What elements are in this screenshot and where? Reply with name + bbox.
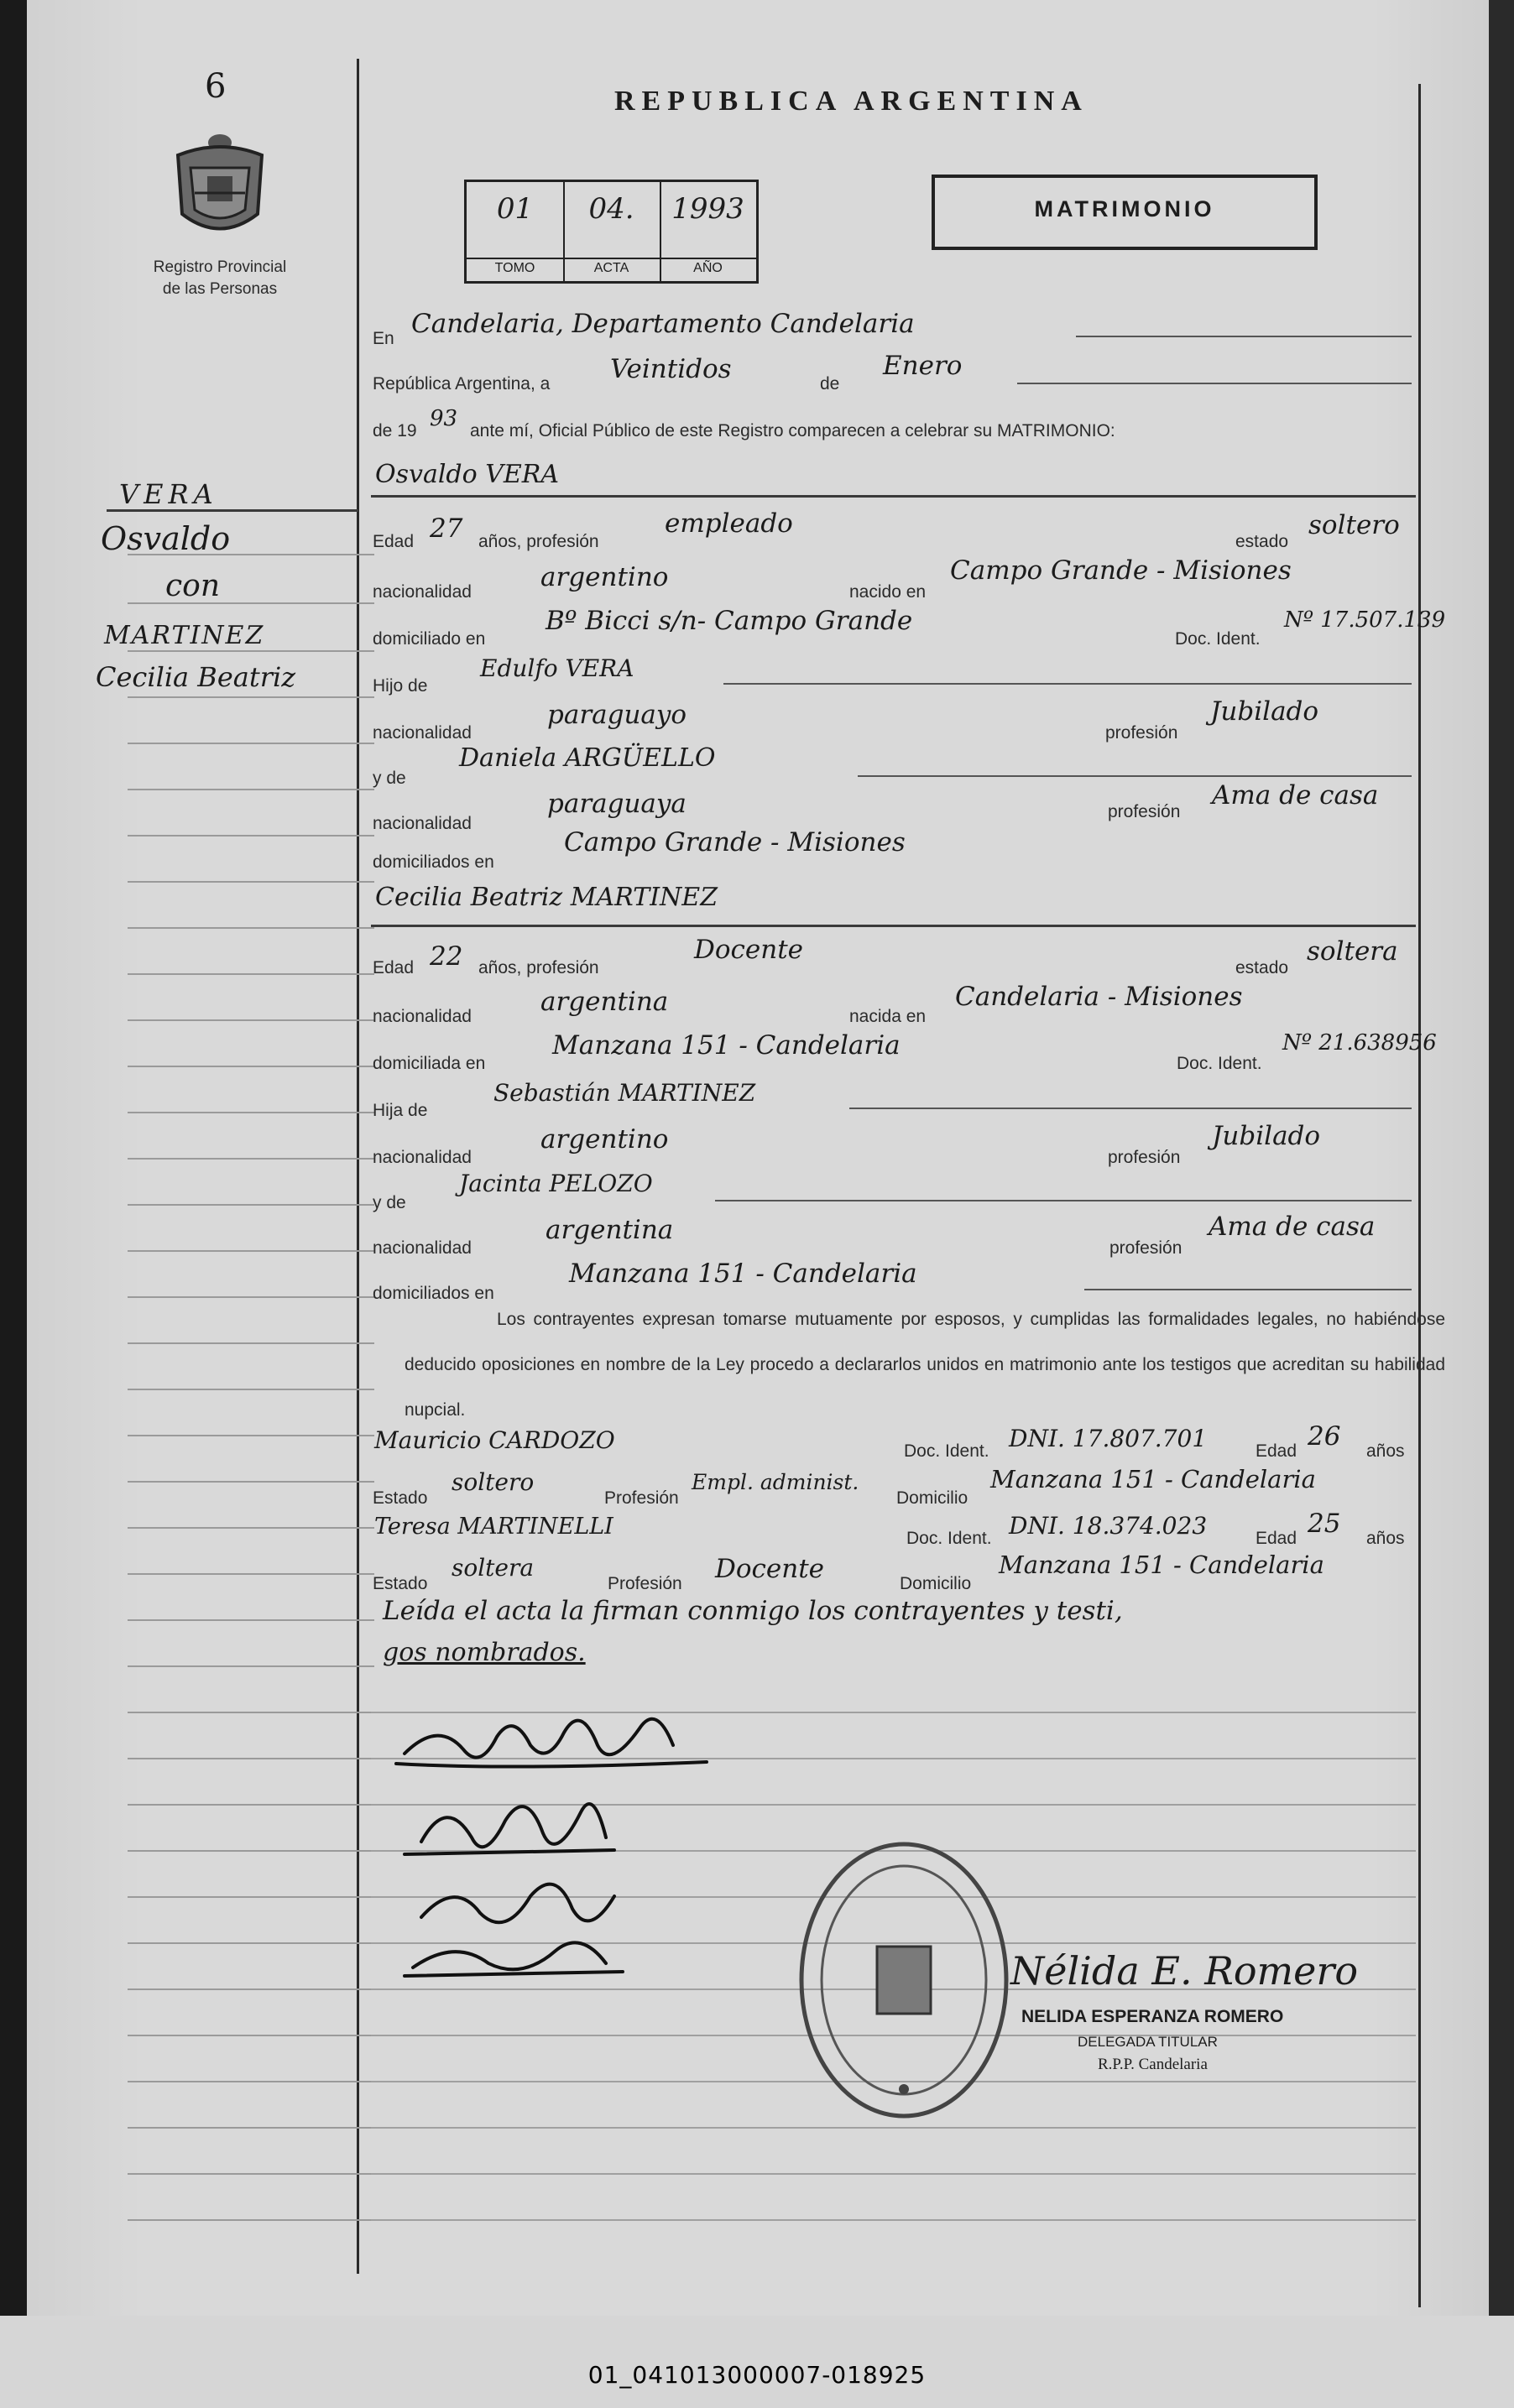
margin-line [128, 602, 374, 604]
groom-profesion: empleado [665, 508, 793, 539]
bride-nacido-en: Candelaria - Misiones [955, 982, 1243, 1012]
margin-line [128, 1250, 374, 1252]
bride-father: Sebastián MARTINEZ [493, 1079, 756, 1107]
margin-line [128, 1481, 374, 1483]
month: Enero [883, 351, 963, 381]
margin-line [128, 2081, 374, 2082]
witness1-profesion-label: Profesión [604, 1488, 679, 1508]
groom-mother-prof: Ama de casa [1212, 780, 1379, 810]
ano-cell [660, 182, 756, 281]
witness1-name: Mauricio CARDOZO [374, 1426, 615, 1454]
country-heading: REPUBLICA ARGENTINA [614, 86, 1089, 117]
witness2-domicilio: Manzana 151 - Candelaria [999, 1551, 1324, 1579]
margin-line [128, 1112, 374, 1113]
margin-note-con: con [165, 569, 221, 603]
witness2-estado-label: Estado [373, 1574, 428, 1593]
bride-dom-label: domiciliada en [373, 1054, 486, 1073]
margin-line [128, 881, 374, 883]
book-binding [0, 0, 27, 2408]
ano-label: AÑO [660, 258, 756, 276]
margin-line [128, 1619, 374, 1621]
section-separator [371, 495, 1416, 498]
bride-edad: 22 [430, 941, 463, 972]
margin-line [128, 2035, 374, 2036]
place: Candelaria, Departamento Candelaria [411, 309, 915, 339]
fill-line [715, 1200, 1412, 1201]
witness2-edad: 25 [1308, 1509, 1341, 1539]
section-separator [371, 925, 1416, 927]
witness1-edad: 26 [1308, 1421, 1341, 1452]
margin-line [128, 2219, 374, 2221]
groom-edad-label: Edad [373, 532, 415, 551]
groom-domicilio: Bº Bicci s/n- Campo Grande [546, 606, 913, 636]
margin-line [128, 1435, 374, 1436]
year-prefix: de 19 [373, 421, 417, 440]
margin-line [107, 509, 358, 512]
margin-line [128, 1896, 374, 1898]
margin-line [128, 1158, 374, 1160]
witness2-profesion: Docente [715, 1554, 824, 1584]
margin-line [128, 789, 374, 790]
witness1-domicilio: Manzana 151 - Candelaria [990, 1465, 1316, 1493]
witness1-edad-label: Edad [1256, 1441, 1297, 1461]
groom-doc-label: Doc. Ident. [1175, 629, 1261, 649]
margin-line [128, 927, 374, 929]
ruled-line [371, 2127, 1416, 2129]
en-label: En [373, 329, 394, 348]
bride-parents-dom-label: domiciliados en [373, 1284, 494, 1303]
groom-edad: 27 [430, 513, 463, 544]
groom-nacionalidad: argentino [540, 562, 669, 592]
official-office: R.P.P. Candelaria [1098, 2056, 1208, 2073]
witness1-doc: DNI. 17.807.701 [1009, 1425, 1208, 1452]
reference-box [464, 180, 759, 284]
witness2-profesion-label: Profesión [608, 1574, 682, 1593]
bride-mother-nac: argentina [546, 1215, 674, 1245]
tomo-cell [467, 182, 565, 281]
ruled-line [371, 2173, 1416, 2175]
groom-estado: soltero [1308, 510, 1400, 540]
fill-line [1076, 336, 1412, 337]
groom-nac-label: nacionalidad [373, 582, 472, 602]
bride-domicilio: Manzana 151 - Candelaria [552, 1030, 901, 1061]
witness2-doc: DNI. 18.374.023 [1009, 1512, 1208, 1540]
official-name: NELIDA ESPERANZA ROMERO [1021, 2007, 1284, 2026]
margin-line [128, 1204, 374, 1206]
page-number: 6 [205, 67, 227, 106]
witness1-estado: soltero [452, 1468, 535, 1496]
groom-father: Edulfo VERA [480, 654, 634, 682]
bride-father-prof-label: profesión [1108, 1148, 1181, 1167]
margin-note-bride-surname: MARTINEZ [104, 621, 265, 650]
witness1-domicilio-label: Domicilio [896, 1488, 968, 1508]
certificate-page [27, 0, 1489, 2316]
bride-mother-label: y de [373, 1193, 406, 1212]
registry-line-2: de las Personas [162, 280, 278, 298]
margin-line [128, 2173, 374, 2175]
closing-line-2: gos nombrados. [383, 1638, 586, 1667]
bride-mother: Jacinta PELOZO [459, 1170, 653, 1197]
margin-line [128, 1988, 374, 1990]
groom-father-label: Hijo de [373, 676, 428, 696]
bride-father-prof: Jubilado [1212, 1121, 1321, 1151]
bride-mother-prof: Ama de casa [1209, 1212, 1376, 1242]
fill-line [849, 1108, 1412, 1109]
witness2-anos-label: años [1366, 1529, 1405, 1548]
margin-note-surname: VERA [119, 478, 218, 510]
margin-line [128, 1066, 374, 1067]
registry-line-1: Registro Provincial [153, 258, 287, 276]
margin-line [128, 1296, 374, 1298]
margin-line [128, 1942, 374, 1944]
republica-label: República Argentina, a [373, 374, 551, 394]
acta-value: 04. [588, 192, 634, 226]
bride-profesion: Docente [694, 935, 803, 965]
groom-estado-label: estado [1235, 532, 1289, 551]
groom-parents-dom: Campo Grande - Misiones [564, 827, 906, 857]
witness1-estado-label: Estado [373, 1488, 428, 1508]
witness1-profesion: Empl. administ. [692, 1470, 859, 1494]
margin-line [128, 1342, 374, 1344]
groom-mother-prof-label: profesión [1108, 802, 1181, 821]
right-page-rule [1418, 84, 1421, 2307]
bride-father-nac: argentino [540, 1124, 669, 1154]
bride-nacionalidad: argentina [540, 987, 669, 1017]
intro-statement: ante mí, Oficial Público de este Registro comparecen a celebrar su MATRIMONIO: [470, 421, 1115, 440]
margin-line [128, 2127, 374, 2129]
ano-value: 1993 [671, 192, 744, 226]
bride-doc-label: Doc. Ident. [1177, 1054, 1262, 1073]
bride-nac-label: nacionalidad [373, 1007, 472, 1026]
margin-line [128, 1758, 374, 1759]
acta-cell [563, 182, 661, 281]
official-seal-icon [795, 1837, 1013, 2123]
witness1-doc-label: Doc. Ident. [904, 1441, 989, 1461]
margin-line [128, 1804, 374, 1806]
witness1-anos-label: años [1366, 1441, 1405, 1461]
bride-name: Cecilia Beatriz MARTINEZ [375, 883, 718, 912]
act-type: MATRIMONIO [1034, 196, 1215, 222]
groom-profesion-label: años, profesión [478, 532, 599, 551]
margin-line [128, 1389, 374, 1390]
fill-line [1017, 383, 1412, 384]
acta-label: ACTA [563, 258, 660, 276]
fill-line [723, 683, 1412, 685]
witness2-estado: soltera [452, 1554, 535, 1582]
left-column-rule [357, 59, 359, 2274]
groom-father-nac-label: nacionalidad [373, 723, 472, 743]
bride-estado-label: estado [1235, 958, 1289, 977]
bride-edad-label: Edad [373, 958, 415, 977]
margin-line [128, 650, 374, 652]
tomo-label: TOMO [467, 258, 563, 276]
witness2-domicilio-label: Domicilio [900, 1574, 972, 1593]
margin-line [128, 1573, 374, 1575]
bride-parents-dom: Manzana 151 - Candelaria [569, 1259, 917, 1289]
groom-father-prof-label: profesión [1105, 723, 1178, 743]
margin-line [128, 1850, 374, 1852]
act-type-box [932, 175, 1318, 250]
bride-mother-nac-label: nacionalidad [373, 1238, 472, 1258]
margin-line [128, 1527, 374, 1529]
witness2-edad-label: Edad [1256, 1529, 1297, 1548]
day: Veintidos [610, 354, 732, 384]
ruled-line [371, 2219, 1416, 2221]
fill-line [1084, 1289, 1412, 1290]
witness2-doc-label: Doc. Ident. [906, 1529, 992, 1548]
party-signatures [388, 1686, 740, 1988]
groom-parents-dom-label: domiciliados en [373, 852, 494, 872]
fill-line [858, 775, 1412, 777]
margin-line [128, 696, 374, 698]
groom-father-prof: Jubilado [1210, 696, 1319, 727]
margin-line [128, 743, 374, 744]
bride-father-nac-label: nacionalidad [373, 1148, 472, 1167]
closing-line-1: Leída el acta la firman conmigo los contrayentes y testi, [383, 1596, 1123, 1626]
groom-nacido-en: Campo Grande - Misiones [950, 555, 1292, 586]
groom-doc: Nº 17.507.139 [1284, 607, 1446, 633]
groom-nacido-label: nacido en [849, 582, 927, 602]
official-title: DELEGADA TITULAR [1078, 2034, 1218, 2050]
declaration-text: Los contrayentes expresan tomarse mutuamente por esposos, y cumplidas las formalidades legales, no habiéndose deducido oposiciones en nombre de la Ley procedo a declararlos unidos en matrimonio ante los testigos que acreditan su habilidad nupcial. [405, 1310, 1445, 1420]
bride-mother-prof-label: profesión [1109, 1238, 1182, 1258]
tomo-value: 01 [496, 192, 534, 226]
margin-note-name: Osvaldo [101, 520, 231, 557]
file-identifier: 01_041013000007-018925 [587, 2361, 927, 2389]
groom-father-nac: paraguayo [547, 700, 687, 730]
groom-mother-label: y de [373, 769, 406, 788]
bride-nacido-label: nacida en [849, 1007, 927, 1026]
margin-line [128, 1665, 374, 1667]
de-label: de [820, 374, 840, 394]
official-signature: Nélida E. Romero [1010, 1948, 1359, 1994]
groom-mother-nac: paraguaya [547, 789, 687, 819]
margin-line [128, 1712, 374, 1713]
margin-note-bride-name: Cecilia Beatriz [96, 661, 296, 693]
bride-father-label: Hija de [373, 1101, 428, 1120]
groom-mother-nac-label: nacionalidad [373, 814, 472, 833]
groom-mother: Daniela ARGÜELLO [459, 743, 716, 773]
year-suffix: 93 [430, 406, 458, 431]
groom-name: Osvaldo VERA [375, 460, 560, 489]
margin-line [128, 554, 374, 555]
margin-line [128, 973, 374, 975]
witness2-name: Teresa MARTINELLI [374, 1514, 613, 1540]
coat-of-arms-icon [165, 126, 274, 243]
margin-line [128, 835, 374, 837]
bride-estado: soltera [1307, 936, 1398, 967]
margin-line [128, 1019, 374, 1021]
bride-profesion-label: años, profesión [478, 958, 599, 977]
bride-doc: Nº 21.638956 [1282, 1030, 1437, 1055]
groom-dom-label: domiciliado en [373, 629, 486, 649]
